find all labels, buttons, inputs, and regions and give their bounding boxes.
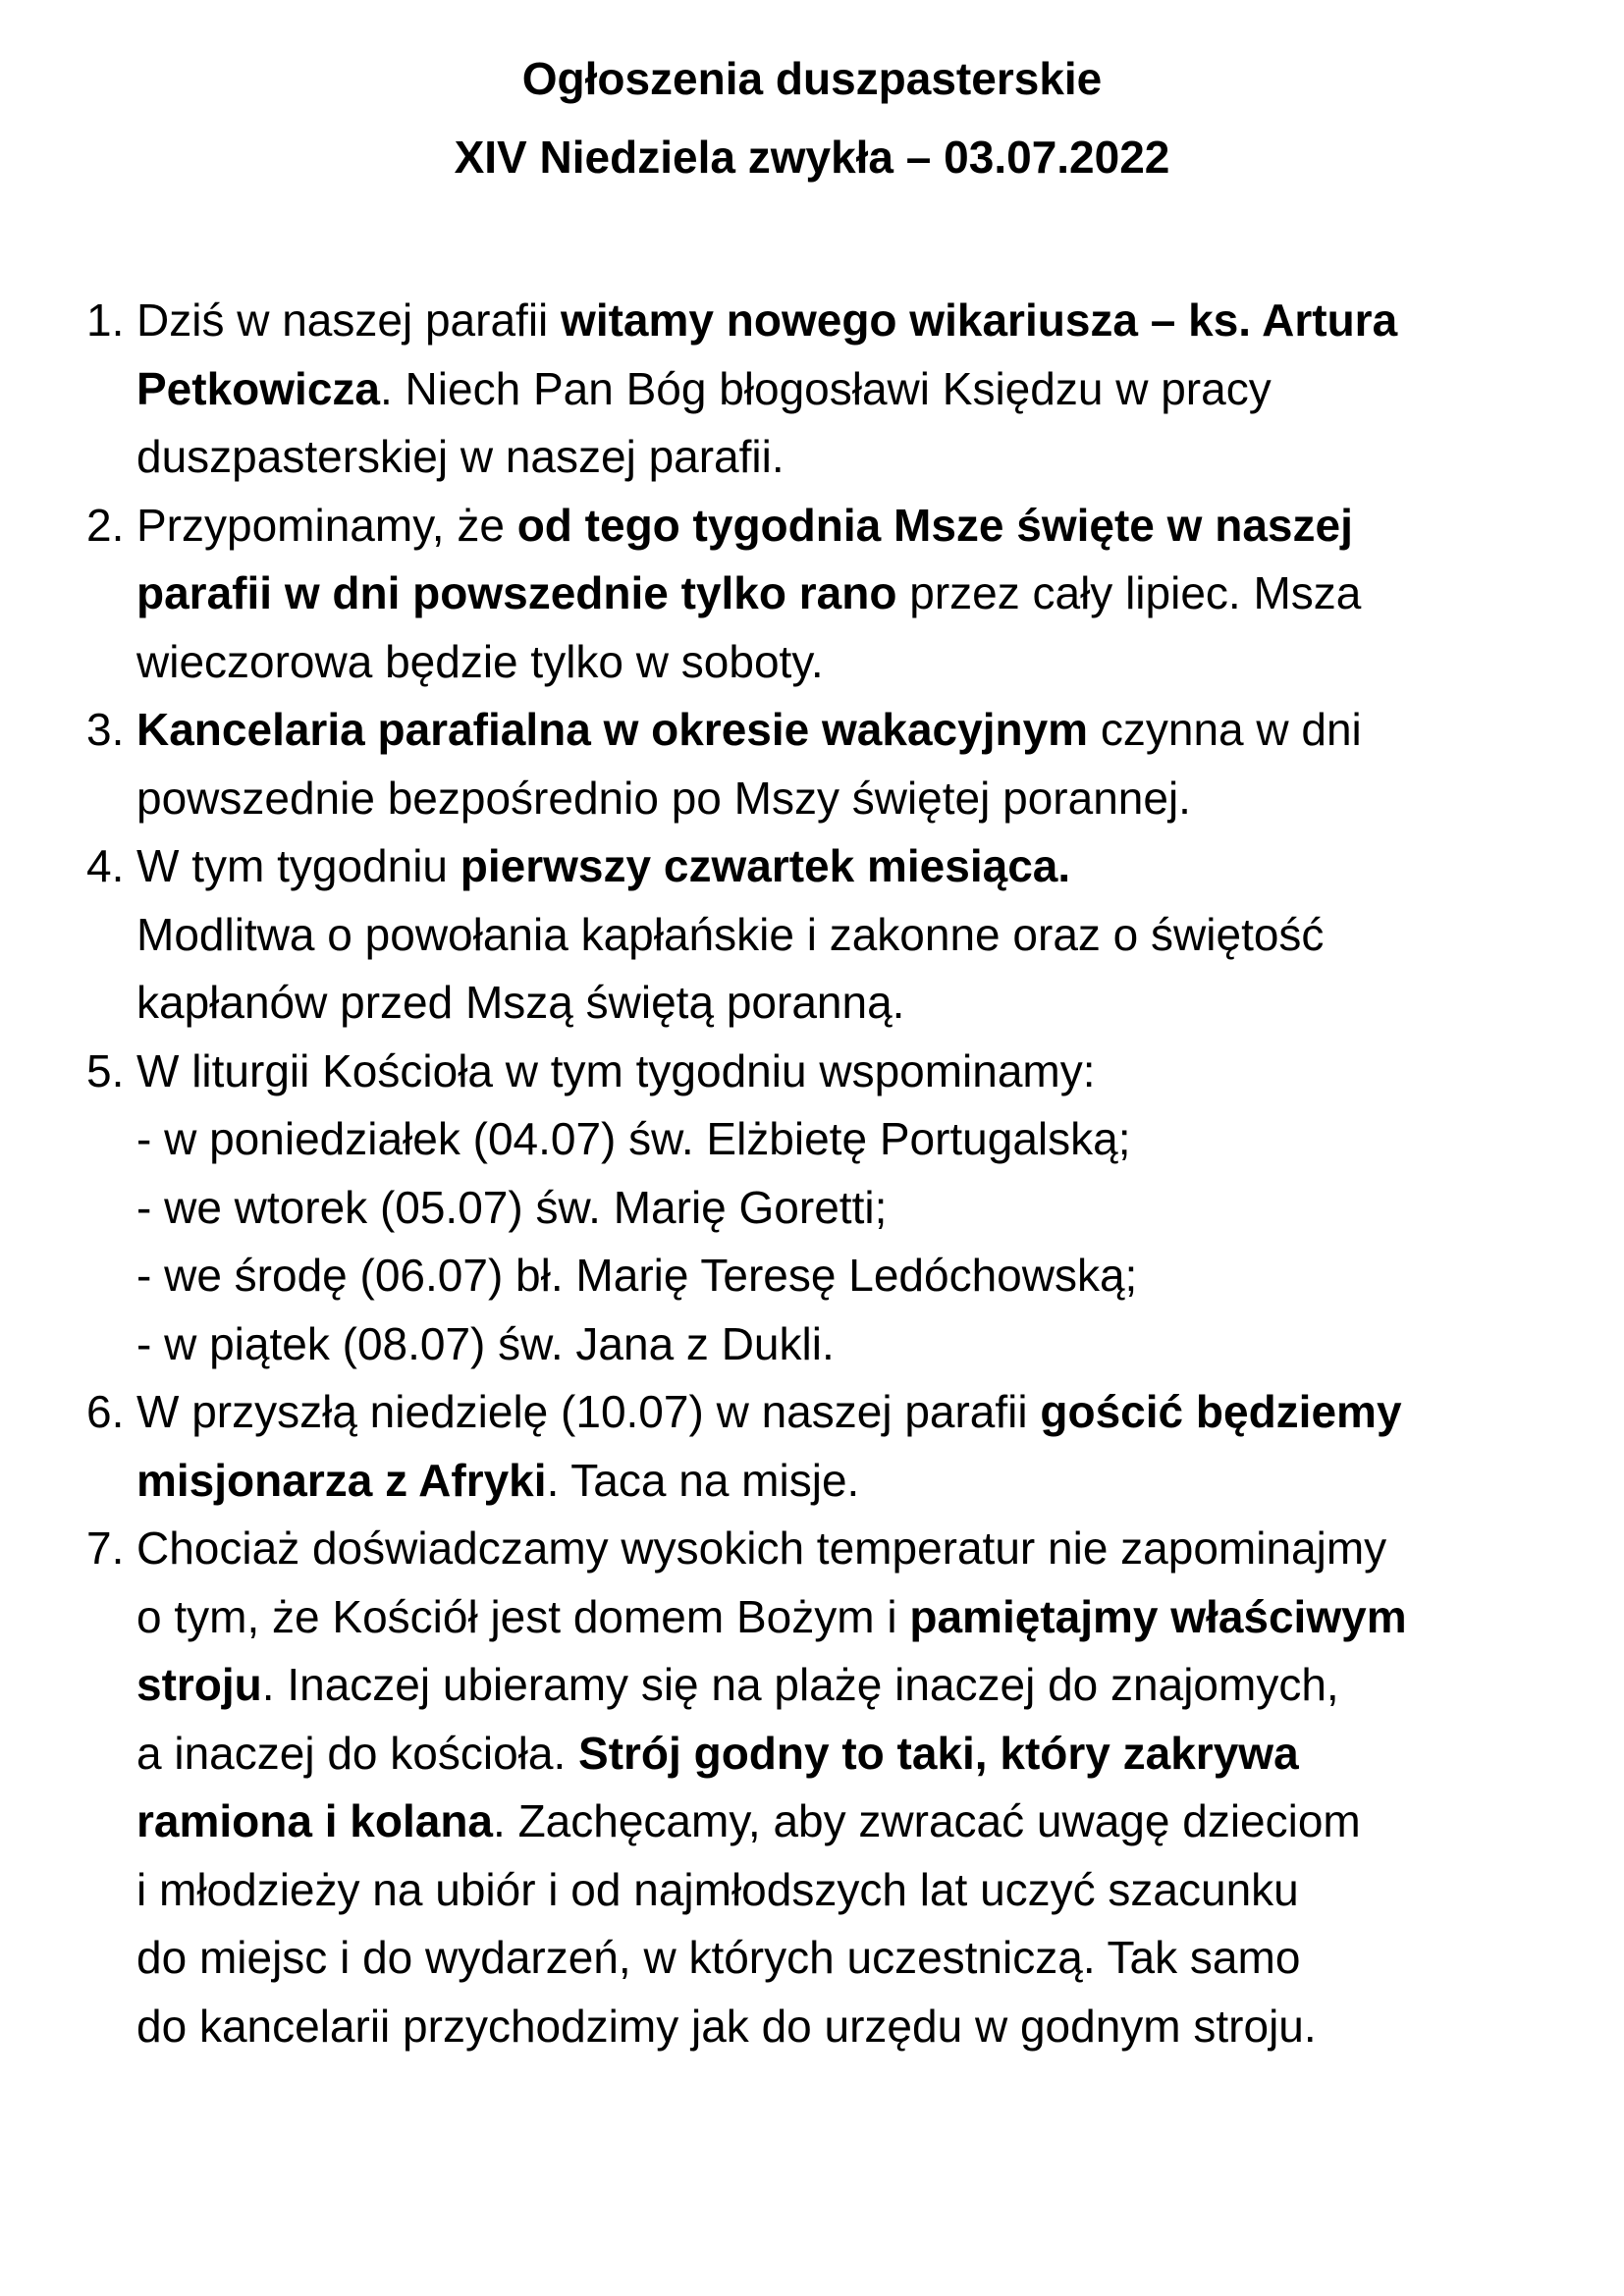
bold-text-segment: Strój godny to taki, który zakrywa: [578, 1727, 1299, 1779]
announcement-line: [136, 1788, 1559, 1856]
announcement-number: 6.: [86, 1386, 125, 1437]
bold-text-segment: Petkowicza: [136, 362, 380, 414]
announcement-line: [136, 1856, 1559, 1925]
announcement-number: 1.: [86, 294, 125, 346]
text-segment: Chociaż doświadczamy wysokich temperatur nie zapominajmy: [136, 1522, 1387, 1574]
bold-text-segment: stroju: [136, 1659, 262, 1710]
announcement-line: [136, 1515, 1559, 1583]
announcement-line: [136, 1378, 1559, 1447]
announcement-line: [136, 287, 1559, 355]
announcement-number: 2.: [86, 499, 125, 551]
announcement-number: 5.: [86, 1044, 125, 1096]
text-segment: kapłanów przed Mszą świętą poranną.: [136, 977, 905, 1028]
announcement-line: [136, 560, 1559, 628]
text-segment: wieczorowa będzie tylko w soboty.: [136, 635, 824, 687]
text-segment: przez cały lipiec. Msza: [896, 567, 1362, 618]
bold-text-segment: parafii w dni powszednie tylko rano: [136, 567, 897, 618]
announcement-line: [136, 1038, 1559, 1106]
document-title: [0, 39, 1624, 196]
text-segment: Modlitwa o powołania kapłańskie i zakonne oraz o świętość: [136, 908, 1325, 960]
announcement-number: 3.: [86, 704, 125, 755]
announcement-line: [136, 1242, 1559, 1310]
announcement-line: [136, 423, 1559, 492]
announcement-number: 7.: [86, 1522, 125, 1574]
announcement-item: [86, 492, 1559, 697]
text-segment: a inaczej do kościoła.: [136, 1727, 579, 1779]
announcement-line: [136, 1174, 1559, 1243]
announcement-number: 4.: [86, 840, 125, 891]
text-segment: Przypominamy, że: [136, 499, 517, 551]
announcement-line: [136, 969, 1559, 1038]
text-segment: Dziś w naszej parafii: [136, 294, 562, 346]
announcement-item: [86, 287, 1559, 492]
text-segment: duszpasterskiej w naszej parafii.: [136, 431, 785, 482]
announcement-line: [136, 1924, 1559, 1993]
text-segment: W liturgii Kościoła w tym tygodniu wspominamy:: [136, 1044, 1096, 1096]
announcement-item: [86, 696, 1559, 832]
text-segment: W tym tygodniu: [136, 840, 460, 891]
text-segment: i młodzieży na ubiór i od najmłodszych lat uczyć szacunku: [136, 1863, 1299, 1915]
text-segment: - we wtorek (05.07) św. Marię Goretti;: [136, 1181, 888, 1233]
bold-text-segment: pierwszy czwartek miesiąca.: [460, 840, 1071, 891]
announcement-line: [136, 1447, 1559, 1516]
announcement-item: [86, 832, 1559, 1038]
announcement-line: [136, 1105, 1559, 1174]
bold-text-segment: gościć będziemy: [1040, 1386, 1402, 1437]
bold-text-segment: witamy nowego wikariusza – ks. Artura: [561, 294, 1398, 346]
title-line-2: XIV Niedziela zwykła – 03.07.2022: [454, 132, 1170, 183]
announcement-line: [136, 765, 1559, 833]
bold-text-segment: misjonarza z Afryki: [136, 1454, 547, 1506]
text-segment: - w poniedziałek (04.07) św. Elżbietę Portugalską;: [136, 1113, 1131, 1164]
announcement-line: [136, 1993, 1559, 2061]
announcement-line: [136, 696, 1559, 765]
text-segment: . Zachęcamy, aby zwracać uwagę dzieciom: [493, 1795, 1361, 1846]
announcement-line: [136, 1310, 1559, 1379]
bold-text-segment: od tego tygodnia Msze święte w naszej: [516, 499, 1353, 551]
text-segment: . Inaczej ubieramy się na plażę inaczej do znajomych,: [261, 1659, 1339, 1710]
bold-text-segment: pamiętajmy właściwym: [909, 1590, 1407, 1642]
announcement-line: [136, 1651, 1559, 1720]
announcement-list: [86, 287, 1559, 2060]
text-segment: . Taca na misje.: [546, 1454, 860, 1506]
announcement-item: [86, 1378, 1559, 1515]
bold-text-segment: Kancelaria parafialna w okresie wakacyjnym: [136, 704, 1089, 755]
text-segment: o tym, że Kościół jest domem Bożym i: [136, 1590, 910, 1642]
announcement-line: [136, 901, 1559, 970]
announcement-item: [86, 1038, 1559, 1379]
announcement-line: [136, 1720, 1559, 1789]
bold-text-segment: ramiona i kolana: [136, 1795, 494, 1846]
text-segment: powszednie bezpośrednio po Mszy świętej porannej.: [136, 772, 1191, 824]
text-segment: do miejsc i do wydarzeń, w których uczestniczą. Tak samo: [136, 1932, 1301, 1983]
text-segment: czynna w dni: [1088, 704, 1362, 755]
text-segment: . Niech Pan Bóg błogosławi Księdzu w pracy: [380, 362, 1272, 414]
announcement-line: [136, 355, 1559, 424]
text-segment: - we środę (06.07) bł. Marię Teresę Ledóchowską;: [136, 1250, 1138, 1301]
text-segment: do kancelarii przychodzimy jak do urzędu w godnym stroju.: [136, 2000, 1317, 2052]
announcement-line: [136, 832, 1559, 901]
announcement-line: [136, 628, 1559, 697]
announcement-line: [136, 1583, 1559, 1652]
announcement-item: [86, 1515, 1559, 2060]
announcement-line: [136, 492, 1559, 561]
text-segment: W przyszłą niedzielę (10.07) w naszej parafii: [136, 1386, 1041, 1437]
text-segment: - w piątek (08.07) św. Jana z Dukli.: [136, 1317, 835, 1369]
title-line-1: Ogłoszenia duszpasterskie: [521, 53, 1103, 104]
